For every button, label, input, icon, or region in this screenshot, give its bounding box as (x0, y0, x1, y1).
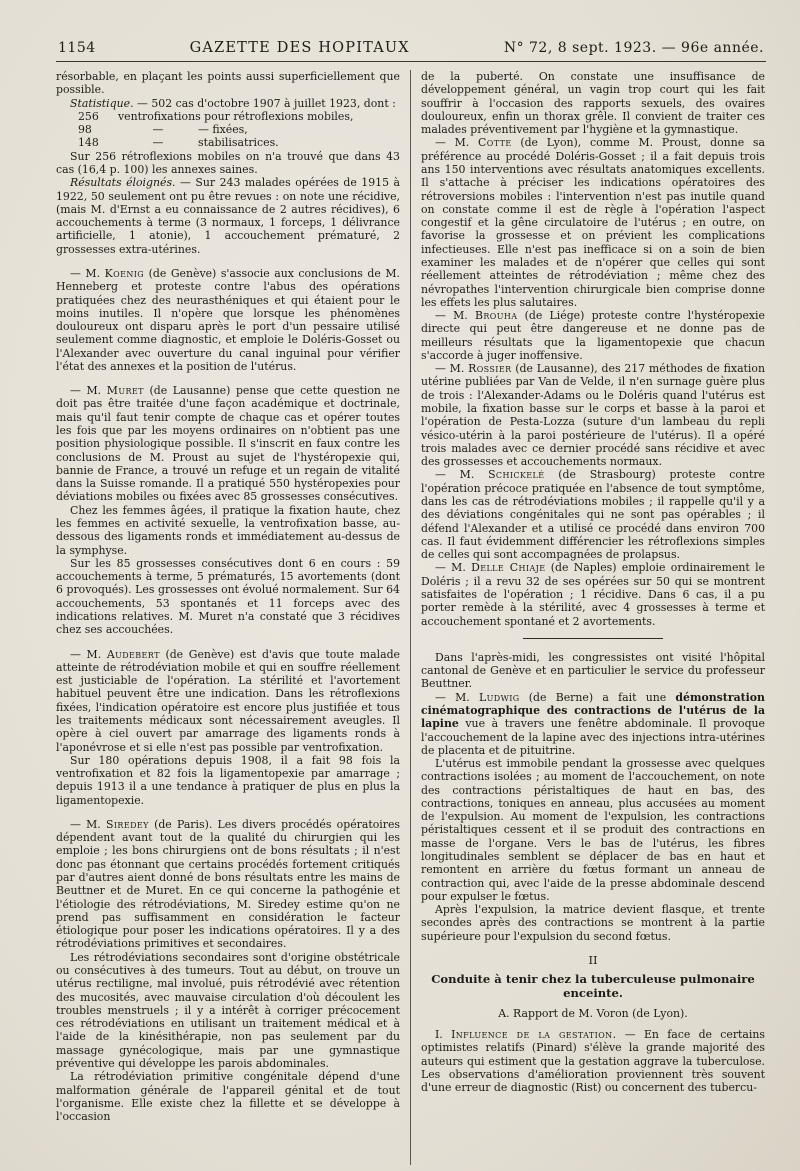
dash: — M. (435, 309, 475, 323)
speaker-text: (de Lyon), comme M. Proust, donne sa préférence au procédé Doléris-Gosset ; il a fait depuis trois ans 150 interventions avec résultats anatomiques excellents. Il s'attache à préciser les indications opératoires des rétroversions mobiles : l'intervention n'est pas inutile quand on constate comme il est de règle à l'opération l'aspect congestif et la gêne circulatoire de l'utérus ; en outre, on favorise la grossesse et on prévient les complications infectieuses. Elle n'est pas inefficace si on a soin de bien examiner les malades et de n'opérer que celles qui sont réellement atteintes de rétrodéviation ; même chez des névropathes l'intervention chirurgicale bien comprise donne les effets les plus salutaires. (421, 136, 765, 309)
column-rule (410, 70, 411, 1165)
speaker-name: Siredey (106, 817, 149, 831)
right-column (411, 70, 765, 1165)
paragraph: Sur 180 opérations depuis 1908, il a fait 98 fois la ventrofixation et 82 fois la ligamentopexie par amarrage ; depuis 1913 il a une tendance à pratiquer de plus en plus la ligamentopexie. (56, 753, 400, 807)
speaker-name: Koenig (104, 266, 145, 280)
page-number: 1154 (58, 40, 96, 56)
speaker-text: (de Berne) a fait une (519, 690, 676, 704)
dash: — M. (435, 468, 489, 482)
left-column (56, 70, 410, 1165)
speaker-paragraph (421, 362, 765, 468)
stat-count: 148 (78, 136, 99, 150)
stat-desc: — fixées, (198, 123, 248, 137)
speaker-name: Muret (106, 384, 144, 398)
dash: — M. (70, 384, 107, 398)
speaker-text: (de Naples) emploie ordinairement le Doléris ; il a revu 32 de ses opérées sur 50 qui se montrent satisfaites de l'opération ; 1 récidive. Dans 6 cas, il a pu porter remède à la stérilité, avec 4 grossesses à terme et accouchement spontané et 2 avortements. (421, 561, 765, 628)
speaker-name: Brouha (474, 309, 518, 323)
speaker-paragraph (421, 136, 765, 309)
results-label: Résultats éloignés. (70, 176, 176, 190)
page-header (56, 40, 766, 62)
paragraph (421, 1028, 765, 1094)
paragraph (56, 176, 400, 256)
speaker-name: Cotte (478, 136, 512, 150)
paragraph: Sur 256 rétroflexions mobiles on n'a trouvé que dans 43 cas (16,4 p. 100) les annexes saines. (56, 149, 400, 176)
section-title: Conduite à tenir chez la tuberculeuse pulmonaire enceinte. (431, 972, 755, 1000)
speaker-paragraph (421, 468, 765, 561)
stat-intro: — 502 cas d'octobre 1907 à juillet 1923, dont : (133, 96, 396, 110)
section-separator (523, 638, 663, 639)
speaker-paragraph (421, 691, 765, 757)
speaker-paragraph (56, 818, 400, 951)
paragraph-text: — En face de certains optimistes relatifs (Pinard) s'élève la grande majorité des auteurs qui estiment que la gestation aggrave la tuberculose. Les observations d'amélioration proviennent très souvent d'une erreur de diagnostic (Rist) ou concernent des tubercu- (421, 1028, 765, 1095)
text-columns (56, 70, 766, 1165)
paragraph: La rétrodéviation primitive congénitale dépend d'une malformation générale de l'appareil génital et de tout l'organisme. Elle existe chez la fillette et se développe à l'occasion (56, 1070, 400, 1124)
speaker-paragraph (421, 309, 765, 362)
speaker-paragraph (56, 648, 400, 754)
dash: — M. (70, 266, 105, 280)
paragraph: Dans l'après-midi, les congressistes ont visité l'hôpital cantonal de Genève et en particulier le service du professeur Beuttner. (421, 650, 765, 691)
results-text: — Sur 243 malades opérées de 1915 à 1922, 50 seulement ont pu être revues : on note une récidive, (mais M. d'Ernst a eu connaissance de 2 autres récidives), 6 accouchements à terme (3 normaux, 1 forceps, 1 délivrance artificielle, 1 atonie), 1 accouchement prématuré, 2 grossesses extra-utérines. (56, 176, 401, 256)
dash: — M. (435, 362, 469, 376)
stat-line (78, 110, 400, 123)
dash: — M. (70, 647, 107, 661)
speaker-text: (de Strasbourg) proteste contre l'opération précoce pratiquée en l'absence de tout symptôme, dans les cas de rétrodéviations mobiles ; il rappelle qu'il y a des déviations congénitales qui ne sont pas opérables ; il défend l'Alexander et a utilisé ce procédé dans environ 700 cas. Il faut évidemment différencier les rétroflexions simples de celles qui sont accompagnées de prolapsus. (421, 468, 765, 562)
paragraph: Sur les 85 grossesses consécutives dont 6 en cours : 59 accouchements à terme, 5 prématurés, 15 avortements (dont 6 provoqués). Les grossesses ont évolué normalement. Sur 64 accouchements, 53 spontanés et 11 forceps avec des indications relatives. M. Muret n'a constaté que 3 récidives chez ses accouchées. (56, 556, 400, 637)
stat-line (78, 123, 400, 136)
paragraph: Les rétrodéviations secondaires sont d'origine obstétricale ou consécutives à des tumeurs. Tout au début, on trouve un utérus rectiligne, mal involué, puis rétrodévié avec rétention des mucosités, avec mauvaise circulation d'où découlent les troubles menstruels ; il y a intérêt à corriger précocement ces rétrodéviations en utilisant un traitement médical et à l'aide de la kinésithérapie, non pas seulement par du massage gynécologique, mais par une gymnastique préventive qui développe les parois abdominales. (56, 950, 400, 1070)
stat-ditto: — (152, 123, 164, 137)
speaker-text: (de Paris). Les divers procédés opératoires dépendent avant tout de la qualité du chirurgien qui les emploie ; les bons chirurgiens ont de bons résultats ; il n'est donc pas étonnant que certains procédés fortement critiqués par d'autres aient donné de bons résultats entre les mains de Beuttner et de Muret. En ce qui concerne la pathogénie et l'étiologie des rétrodéviations, M. Siredey estime qu'on ne prend pas suffisamment en considération le facteur étiologique pour poser les indications opératoires. Il y a des rétrodéviations primitives et secondaires. (56, 817, 400, 951)
bold-topic: démonstration cinématographique des contractions de l'utérus de la lapine (421, 690, 765, 731)
dash: — M. (435, 561, 472, 575)
speaker-text: (de Genève) s'associe aux conclusions de M. Henneberg et proteste contre l'abus des opérations pratiquées chez des neurasthéniques et qui étaient pour le moins inutiles. Il n'opère que lorsque les phénomènes douloureux ont disparu après le port d'un pessaire utilisé seulement comme diagnostic, et emploie le Doléris-Gosset ou l'Alexander avec ouverture du canal inguinal pour vérifier l'état des annexes et la position de l'utérus. (56, 266, 400, 373)
speaker-text: vue à travers une fenêtre abdominale. Il provoque l'accouchement de la lapine avec des injections intra-utérines de placenta et de pituitrine. (421, 717, 765, 757)
speaker-text: (de Lausanne), des 217 méthodes de fixation utérine publiées par Van de Velde, il n'en surnage guère plus de trois : l'Alexander-Adams ou le Doléris quand l'utérus est mobile, la fixation basse sur le corps et basse à la paroi et l'opération de Pesta-Lozza (suture d'un lambeau du repli vésico-utérin à la paroi postérieure de l'utérus). Il a opéré trois malades avec ce dernier procédé sans récidive et avec des grossesses et accouchements normaux. (421, 362, 765, 469)
stat-desc: stabilisatrices. (198, 136, 279, 150)
speaker-text: (de Lausanne) pense que cette question ne doit pas être traitée d'une façon académique et doctrinale, mais qu'il faut tenir compte de chaque cas et opérer toutes les fois que par les moyens ordinaires on n'obtient pas une position physiologique possible. Il s'inscrit en faux contre les conclusions de M. Proust au sujet de l'hystéropexie qui, bannie de France, a trouvé un refuge et un regain de vitalité dans la Suisse romande. Il a pratiqué 550 hystéropexies pour déviations mobiles ou fixées avec 85 grossesses consécutives. (56, 384, 400, 504)
stat-list (78, 110, 400, 150)
speaker-text: (de Genève) est d'avis que toute malade atteinte de rétrodéviation mobile et qui en souffre réellement est justiciable de l'opération. La stérilité et l'avortement habituel peuvent être une indication. Dans les rétroflexions fixées, l'indication opératoire est encore plus justifiée et tous les traitements médicaux sont nécessairement aveugles. Il opère à ciel ouvert par amarrage des ligaments ronds à l'aponévrose et si elle n'est pas possible par ventrofixation. (56, 647, 400, 754)
dash: — M. (435, 136, 479, 150)
speaker-paragraph (56, 267, 400, 373)
paragraph: L'utérus est immobile pendant la grossesse avec quelques contractions isolées ; au moment de l'accouchement, on note des contractions péristaltiques de haut en bas, des contractions, toniques en anneau, plus accusées au moment de l'expulsion. Au moment de l'expulsion, les contractions péristaltiques cessent et il se produit des contractions en masse de l'organe. Vers le bas de l'utérus, les fibres longitudinales semblent se déplacer de bas en haut et remontent en arrière du fœtus formant un anneau de contraction qui, avec l'aide de la presse abdominale descend pour expulser le fœtus. (421, 757, 765, 903)
subsection-title: Influence de la gestation. (451, 1028, 617, 1042)
issue-info: N° 72, 8 sept. 1923. — 96e année. (503, 40, 764, 56)
journal-title: GAZETTE DES HOPITAUX (189, 40, 410, 56)
dash: — M. (70, 817, 106, 831)
numbering: I. (435, 1028, 452, 1042)
stat-label: Statistique. (70, 96, 134, 110)
speaker-name: Schickelé (488, 468, 545, 482)
dash: — M. (435, 690, 479, 704)
speaker-name: Audebert (106, 647, 160, 661)
speaker-text: (de Liége) proteste contre l'hystéropexie directe qui peut être dangereuse et ne donne pas de meilleurs résultats que la ligamentopexie que chacun s'accorde à juger inoffensive. (421, 309, 765, 362)
stat-line (78, 136, 400, 149)
speaker-paragraph (421, 561, 765, 627)
paragraph: Après l'expulsion, la matrice devient flasque, et trente secondes après des contractions se montrent à la partie supérieure pour l'expulsion du second fœtus. (421, 903, 765, 943)
stat-count: 256 (78, 109, 99, 123)
stat-ditto: — (152, 136, 164, 150)
paragraph: résorbable, en plaçant les points aussi superficiellement que possible. (56, 70, 400, 97)
stat-count: 98 (78, 123, 92, 137)
paragraph: de la puberté. On constate une insuffisance de développement général, un vagin trop court qui les fait souffrir à l'occasion des rapports sexuels, des ovaires douloureux, enfin un thorax grêle. Il convient de traiter ces malades préventivement par l'hygiène et la gymnastique. (421, 70, 765, 137)
speaker-name: Rossier (468, 362, 512, 376)
report-byline: A. Rapport de M. Voron (de Lyon). (498, 1006, 688, 1020)
speaker-name: Delle Chiaje (471, 561, 546, 575)
section-number: II (588, 953, 598, 967)
speaker-paragraph (56, 384, 400, 504)
stat-desc: ventrofixations pour rétroflexions mobiles, (118, 109, 354, 123)
paragraph: Chez les femmes âgées, il pratique la fixation haute, chez les femmes en activité sexuelle, la ventrofixation basse, au-dessous des ligaments ronds et immédiatement au-dessus de la symphyse. (56, 503, 400, 557)
paragraph (56, 97, 400, 110)
speaker-name: Ludwig (479, 690, 520, 704)
